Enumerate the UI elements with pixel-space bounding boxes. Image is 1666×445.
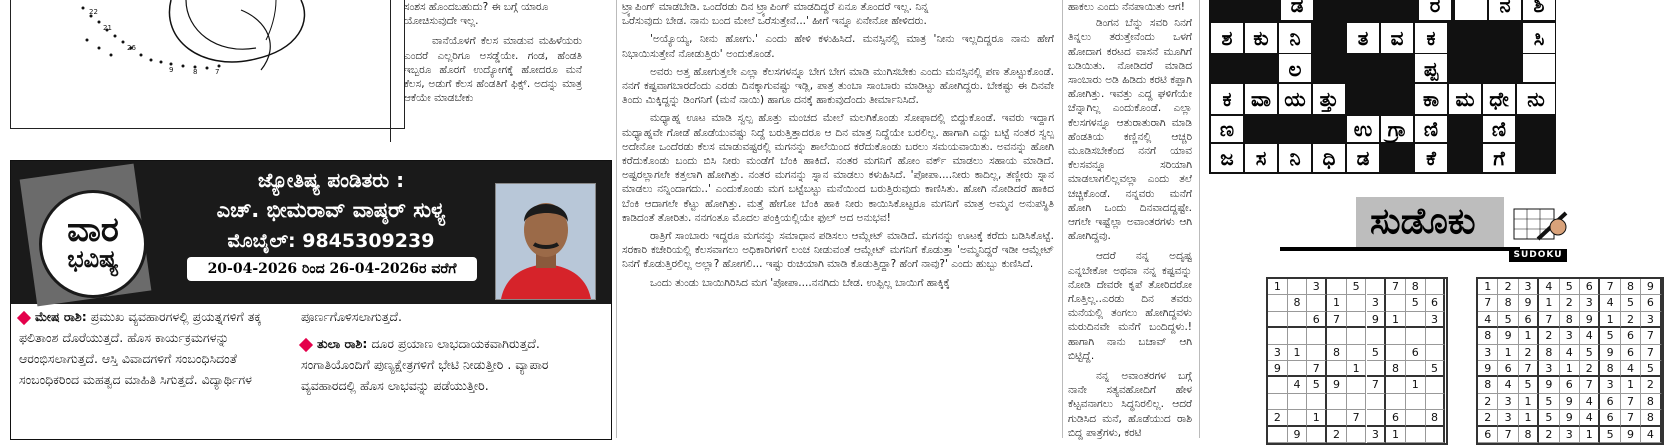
sudoku-cell: 4 [1641, 427, 1661, 443]
sudoku-cell: 7 [1539, 312, 1559, 328]
tula-heading: ತುಲಾ ರಾಶಿ: [317, 336, 368, 351]
sudoku-cell: 8 [1327, 345, 1347, 361]
sudoku-cell [1288, 361, 1308, 377]
crossword-cell: ಸ [1245, 144, 1277, 172]
sudoku-cell: 7 [1641, 328, 1661, 344]
sudoku-cell: 2 [1560, 295, 1580, 311]
sudoku-cell: 8 [1641, 394, 1661, 410]
crossword-cell: ಯ [1279, 84, 1311, 114]
sudoku-cell: 6 [1621, 328, 1641, 344]
sudoku-cell: 2 [1539, 427, 1559, 443]
sudoku-cell [1307, 328, 1327, 344]
sudoku-cell: 5 [1539, 394, 1559, 410]
crossword-cell: ಧಿ [1313, 144, 1345, 172]
sudoku-cell: 4 [1580, 410, 1600, 426]
sudoku-cell: 7 [1621, 394, 1641, 410]
sudoku-cell: 2 [1641, 377, 1661, 393]
sudoku-cell: 5 [1498, 312, 1518, 328]
sudoku-cell [1406, 410, 1426, 426]
sudoku-cell [1347, 328, 1367, 344]
sudoku-cell: 9 [1478, 361, 1498, 377]
tula-sign [301, 333, 591, 396]
sudoku-cell: 6 [1600, 410, 1620, 426]
crossword-cell: ಲ [1279, 54, 1311, 82]
mesha-sign [19, 306, 284, 390]
sudoku-cell: 3 [1478, 345, 1498, 361]
sudoku-cell [1386, 328, 1406, 344]
sudoku-cell: 5 [1621, 295, 1641, 311]
sudoku-cell: 3 [1367, 295, 1387, 311]
sudoku-cell: 1 [1347, 361, 1367, 377]
sudoku-cell [1327, 328, 1347, 344]
mesha-heading: ಮೇಷ ರಾಶಿ: [35, 309, 87, 324]
sudoku-cell: 1 [1406, 377, 1426, 393]
sudoku-cell [1386, 377, 1406, 393]
sudoku-cell [1268, 295, 1288, 311]
col1-frag2: ಯೋಚಿಸುವುದೇ ಇಲ್ಲ. [404, 15, 479, 28]
sudoku-cell [1307, 394, 1327, 410]
sudoku-cell [1327, 394, 1347, 410]
sudoku-cell: 1 [1519, 394, 1539, 410]
sudoku-cell: 9 [1519, 295, 1539, 311]
sudoku-cell: 4 [1580, 328, 1600, 344]
sudoku-cell: 7 [1327, 312, 1347, 328]
sudoku-title: ಸುಡೊಕು [1370, 201, 1476, 242]
sudoku-cell: 3 [1498, 394, 1518, 410]
horoscope-date-range: 20-04-2026 ರಿಂದ 26-04-2026ರ ವರೆಗೆ [187, 257, 477, 281]
sudoku-cell [1268, 328, 1288, 344]
sudoku-cell: 5 [1519, 377, 1539, 393]
sudoku-cell [1327, 279, 1347, 295]
sudoku-cell: 3 [1268, 345, 1288, 361]
sudoku-cell: 9 [1498, 328, 1518, 344]
crossword-cell: ಣಿ [1483, 116, 1515, 142]
col3-paragraph-3: ನನ್ನ ಅವಾಂತರಗಳ ಬಗ್ಗೆ ನಾನೇ ಸತ್ಯವಹೋದಿಗೆ ಹೇಳ ಕೆಟ್ಟವನಾಗಲು ಸಿದ್ಧನಿರಲಿಲ್ಲ. ಆದರೆ ಗುಡಿಸಿದ ಮನೆ, ಹೊಡೆಯುದ ರಾಶಿ ಬಿದ್ದ ಪಾತ್ರೆಗಳು, ಕರಟಿ [1068, 370, 1192, 439]
crossword-cell: ಕೆ [1415, 144, 1447, 172]
sudoku-cell [1347, 377, 1367, 393]
sudoku-cell: 6 [1519, 312, 1539, 328]
dot-puzzle-drawing [11, 0, 404, 128]
sudoku-cell: 1 [1307, 410, 1327, 426]
sudoku-cell [1347, 312, 1367, 328]
sudoku-cell: 6 [1478, 427, 1498, 443]
svg-text:22: 22 [89, 8, 98, 16]
crossword-cell: ಜ [1211, 144, 1243, 172]
sudoku-cell: 3 [1600, 377, 1620, 393]
dot-puzzle-image [10, 0, 405, 129]
sudoku-title-rule [1280, 247, 1520, 251]
sudoku-cell: 7 [1478, 295, 1498, 311]
col3-paragraph-1: ಡಿಂಗನ ಬೆನ್ನು ಸವರಿ ನಿನಗೆ ತಿನ್ನಲು ತರುತ್ತೇನೆಂದು ಒಳಗೆ ಹೋದಾಗ ಕರಟದ ವಾಸನೆ ಮೂಗಿಗೆ ಬಡಿಯಿತು. ನೋಡಿದರೆ ಮಾಡಿದ ಸಾಂಬಾರು ಅಡಿ ಹಿಡಿದು ಕರಟಿ ಕಪ್ಪಾಗಿ ಹೋಗಿತ್ತು. ಇವತ್ತು ಎದ್ದ ಘಳಿಗೆಯೇ ಚೆನ್ನಾಗಿಲ್ಲ ಎಂದುಕೊಂಡೆ. ಎಲ್ಲಾ ಕೆಲಸಗಳನ್ನೂ ಆತುರಾತುರಾಗಿ ಮಾಡಿ ಹೆಂಡತಿಯ ಕಣ್ಣಿನಲ್ಲಿ ಆಚ್ಚರಿ ಮೂಡಿಸಬೇಕೆಂದ ನನಗೆ ಯಾವ ಕೆಲಸವನ್ನೂ ಸರಿಯಾಗಿ ಮಾಡಲಾಗಲಿಲ್ಲವಲ್ಲಾ ಎಂದು ತಲೆ ಚಚ್ಚಿಕೊಂಡೆ. ನನ್ನವರು ಮನೆಗೆ ಹೋಗಿ ಒಂದು ದಿನವಾದದ್ದಷ್ಟೇ. ಆಗಲೇ ಇಷ್ಟೆಲ್ಲಾ ಅವಾಂತರಗಳು ಆಗಿ ಹೋಗಿದ್ದವು. [1068, 17, 1192, 243]
sudoku-cell: 5 [1406, 295, 1426, 311]
sudoku-cell [1386, 345, 1406, 361]
sudoku-cell: 9 [1560, 394, 1580, 410]
col2-top-line-1: ಟ್ರ್ಯಾಪಿಂಗ್ ಮಾಡಬೇಡಿ. ಒಂದೆರಡು ದಿನ ಟ್ರ್ಯಾಪಿಂಗ್ ಮಾಡದಿದ್ದರೆ ಏನೂ ತೊಂದರೆ ಇಲ್ಲ. ನಿನ್ನ [622, 1, 929, 13]
crossword-cell: ಗ್ರಾ [1381, 116, 1413, 142]
sudoku-cell: 6 [1580, 279, 1600, 295]
sudoku-cell [1367, 279, 1387, 295]
sudoku-cell [1347, 394, 1367, 410]
sudoku-cell [1406, 361, 1426, 377]
article-column-1 [404, 0, 582, 105]
sudoku-cell: 7 [1386, 279, 1406, 295]
sudoku-cell: 2 [1498, 279, 1518, 295]
sudoku-cell [1406, 394, 1426, 410]
astrologer-name: ಎಚ್. ಭೀಮರಾವ್ ವಾಷ್ಠರ್ ಸುಳ್ಯ [216, 198, 446, 222]
svg-text:26: 26 [127, 44, 136, 52]
sudoku-cell: 8 [1621, 279, 1641, 295]
sudoku-cell: 7 [1367, 377, 1387, 393]
sudoku-cell: 7 [1498, 427, 1518, 443]
crossword-cell: ಶ [1211, 23, 1243, 53]
sudoku-cell [1288, 328, 1308, 344]
sudoku-cell: 3 [1498, 410, 1518, 426]
article-column-3 [1068, 0, 1192, 440]
tula-prev-text: ಪೂರ್ಣಗೊಳಿಸಲಾಗುತ್ತದೆ. [301, 309, 402, 324]
sudoku-cell: 8 [1406, 279, 1426, 295]
sudoku-cell: 7 [1519, 361, 1539, 377]
sudoku-cell [1347, 427, 1367, 443]
crossword-cell: ತ [1347, 23, 1379, 53]
sudoku-cell: 1 [1288, 345, 1308, 361]
sudoku-cell: 2 [1539, 328, 1559, 344]
sudoku-puzzle-grid [1266, 277, 1448, 445]
crossword-cell: ನ [1489, 0, 1521, 20]
crossword-cell: ವ [1381, 23, 1413, 53]
sudoku-cell: 5 [1560, 279, 1580, 295]
crossword-cell: ಸಿ [1523, 23, 1555, 53]
sudoku-cell [1406, 427, 1426, 443]
sudoku-pencil-drawing [1508, 205, 1572, 253]
sudoku-cell: 3 [1307, 279, 1327, 295]
sudoku-cell: 8 [1539, 345, 1559, 361]
sudoku-cell: 4 [1600, 295, 1620, 311]
sudoku-cell [1426, 345, 1446, 361]
sudoku-cell: 9 [1268, 361, 1288, 377]
sudoku-cell: 3 [1641, 312, 1661, 328]
crossword-cell: ಣ [1211, 116, 1243, 142]
sudoku-cell: 6 [1406, 345, 1426, 361]
mesha-bullet-icon [17, 310, 31, 324]
sudoku-cell: 5 [1641, 361, 1661, 377]
sudoku-cell: 8 [1288, 295, 1308, 311]
sudoku-cell: 5 [1307, 377, 1327, 393]
sudoku-cell: 7 [1580, 377, 1600, 393]
sudoku-cell: 4 [1580, 394, 1600, 410]
crossword-cell: ಪ್ಪ [1415, 54, 1447, 82]
sudoku-cell: 9 [1641, 279, 1661, 295]
sudoku-cell: 2 [1327, 427, 1347, 443]
tula-bullet-icon [299, 337, 313, 351]
sudoku-pencil-icon [1508, 205, 1572, 253]
col2-paragraph-3: ಮಧ್ಯಾಹ್ನ ಊಟ ಮಾಡಿ ಸ್ವಲ್ಪ ಹೊತ್ತು ಮಂಚದ ಮೇಲೆ ಮಲಗಿಕೊಂಡು ಸೋಫಾದಲ್ಲಿ ಬಿದ್ದುಕೊಂಡೆ. ಇವರು ಇದ್ದಾಗ ಮಧ್ಯಾಹ್ನವೇ ಗೋಡೆ ಹೊಡೆಯುವಷ್ಟು ನಿದ್ದೆ ಬರುತ್ತಿತ್ತಾದರೂ ಆ ದಿನ ಮಾತ್ರ ನಿದ್ದೆಯೇ ಬರಲಿಲ್ಲ. ಹಾಗಾಗಿ ಎದ್ದು ಬಟ್ಟೆ ನಂತರ ಸ್ವಲ್ಪ ಅದೇನೋ ಒಂದೆರಡು ಕೆಲಸ ಮಾಡುವಷ್ಟರಲ್ಲಿ ಮಗನನ್ನು ಶಾಲೆಯಿಂದ ಕರೆದುಕೊಂಡು ಬರಲು ಸಮಯವಾಯಿತು. ಅವನನ್ನು ಹೋಗಿ ಕರೆದುಕೊಂಡು ಬಂದು ಬಿಸಿ ನೀರು ಮಂಡೆಗೆ ಬೆಂಕಿ ಹಾಕಿದೆ. ನಂತರ ಮಗನಿಗೆ ಹೋಂ ವರ್ಕ್ ಮಾಡಲು ಸಹಾಯ ಮಾಡಿದೆ. ಅಷ್ಟರಲ್ಲಾಗಲೇ ಕತ್ತಲಾಗಿ ಹೋಗಿತ್ತು. ನಂತರ ಮಗನನ್ನು ಸ್ನಾನ ಮಾಡಲು ಕಳುಹಿಸಿದೆ. 'ಪೋಪಾ....ನೀರು ಕಾದಿಲ್ಲ, ತಣ್ಣೀರು ಸ್ನಾನ ಮಾಡಲು ನನ್ನಿಂದಾಗದು..' ಎಂದುಕೊಂಡು ಮಗ ಬಟ್ಟೆಬಟ್ಟು ಮನೆಯಿಂದ ಬರುತ್ತಿರುವುದು ಕಾಣಿಸಿತು. ಹೋಗಿ ನೋಡಿದರೆ ಹಾಕಿದ ಬೆಂಕಿ ಆದಾಗಲೇ ಕೆಟ್ಟು ಹೋಗಿತ್ತು. ಮತ್ತೆ ಹೇಗೋ ಬೆಂಕಿ ಹಾಕಿ ನೀರು ಕಾಯಿಸಿಕೊಟ್ಟರೂ ಮಗನಿಗೆ ಮಾತ್ರ ಅಮ್ಮನ ಅನುಪಸ್ಥಿತಿ ಕಾಡಿದಂತೆ ತೋರಿತು. ನನಗಂತೂ ಮೊದಲ ಪಂಕ್ತಿಯಲ್ಲಿಯೇ ಫುಲ್ ಅದ ಅನುಭವ! [622, 112, 1054, 224]
col1-frag1: ಸಂಶಸ ಹೊಂದಬಹುದು? ಈ ಬಗ್ಗೆ ಯಾರೂ [404, 1, 549, 13]
astrologer-title: ಜ್ಯೋತಿಷ್ಯ ಪಂಡಿತರು : [257, 168, 405, 192]
crossword-cell: ನು [1517, 84, 1555, 114]
col2-paragraph-2: ಅವರು ಅತ್ತ ಹೋಗುತ್ತಲೇ ಎಲ್ಲಾ ಕೆಲಸಗಳನ್ನೂ ಬೇಗ ಬೇಗ ಮಾಡಿ ಮುಗಿಸಬೇಕು ಎಂದು ಮನಸ್ಸಿನಲ್ಲಿ ಪಣ ತೊಟ್ಟುಕೊಂಡೆ. ನನಗೆ ಕಷ್ಟವಾಗಬಾರದೆಂದು ಎರಡು ದಿನಕ್ಕಾಗುವಷ್ಟು ಇಡ್ಲಿ, ಪಾತ್ರ ತುಂಬಾ ಸಾಂಬಾರು ಮಾಡಿಟ್ಟು ಹೋಗಿದ್ದರು. ಬೇಕಷ್ಟು ಈ ದಿನವೇ ತಿಂದು ಮಿಕ್ಕಿದ್ದನ್ನು ಡಿಂಗನಿಗೆ (ಮನೆ ನಾಯಿ) ಹಾಗೂ ದನಕ್ಕೆ ಹಾಕುವುದೆಂದು ತೀರ್ಮಾನಿಸಿದೆ. [622, 65, 1054, 107]
sudoku-cell: 2 [1519, 345, 1539, 361]
crossword-cell: ನಿ [1279, 23, 1311, 53]
sudoku-cell: 6 [1307, 312, 1327, 328]
sudoku-cell: 5 [1600, 328, 1620, 344]
sudoku-cell [1406, 312, 1426, 328]
sudoku-cell [1386, 295, 1406, 311]
crossword-cell: ಶಿ [1523, 0, 1555, 20]
sudoku-cell: 6 [1621, 345, 1641, 361]
sudoku-cell: 5 [1367, 345, 1387, 361]
svg-text:8: 8 [193, 68, 198, 76]
sudoku-cell [1268, 312, 1288, 328]
svg-text:9: 9 [169, 66, 174, 74]
sudoku-cell: 3 [1560, 427, 1580, 443]
sudoku-cell: 9 [1560, 410, 1580, 426]
crossword-cell: ತ್ತು [1313, 84, 1345, 114]
tula-text: ದೂರ ಪ್ರಯಾಣ ಲಾಭದಾಯಕವಾಗಿರುತ್ತದೆ. ಸಂಗಾತಿಯೊಂದಿಗೆ ಪುಣ್ಯಕ್ಷೇತ್ರಗಳಿಗೆ ಭೇಟಿ ನೀಡುತ್ತೀರಿ . ವ್ಯಾಪಾರ ವ್ಯವಹಾರದಲ್ಲಿ ಹೊಸ ಲಾಭವನ್ನು ಪಡೆಯುತ್ತೀರಿ. [301, 336, 549, 393]
sudoku-cell [1327, 361, 1347, 377]
sudoku-cell: 6 [1560, 377, 1580, 393]
sudoku-cell: 6 [1426, 295, 1446, 311]
sudoku-cell: 7 [1307, 361, 1327, 377]
sudoku-cell: 8 [1600, 361, 1620, 377]
sudoku-cell: 3 [1539, 361, 1559, 377]
sudoku-cell: 3 [1580, 295, 1600, 311]
sudoku-cell: 1 [1539, 295, 1559, 311]
crossword-grid [1209, 0, 1556, 174]
column-rule [390, 0, 391, 142]
sudoku-solution-grid [1476, 277, 1664, 445]
sudoku-cell [1327, 410, 1347, 426]
sudoku-cell: 1 [1519, 328, 1539, 344]
column-rule [616, 0, 617, 438]
sudoku-cell [1426, 279, 1446, 295]
sudoku-cell [1268, 427, 1288, 443]
sudoku-badge: SUDOKU [1509, 249, 1567, 262]
astrologer-photo [495, 183, 596, 300]
sudoku-cell: 9 [1621, 427, 1641, 443]
sudoku-cell: 5 [1426, 361, 1446, 377]
sudoku-cell [1367, 328, 1387, 344]
sudoku-cell [1288, 410, 1308, 426]
crossword-cell: ಕ [1415, 23, 1447, 53]
crossword-cell: ಣಿ [1415, 116, 1447, 142]
sudoku-cell: 8 [1426, 410, 1446, 426]
sudoku-cell: 9 [1580, 312, 1600, 328]
sudoku-cell [1426, 427, 1446, 443]
horoscope-column-right [301, 306, 591, 396]
col1-paragraph: ವಾನೆಯೊಳಗೆ ಕೆಲಸ ಮಾಡುವ ಮಹಿಳೆಯರು ಎಂದರೆ ಎಲ್ಲರಿಗೂ ಅಸಡ್ಡೆಯೇ. ಗಂಡ, ಹೆಂಡತಿ ಇಬ್ಬರೂ ಹೊರಗೆ ಉದ್ಯೋಗಕ್ಕೆ ಹೋದರೂ ಮನೆ ಕೆಲಸ, ಅಡುಗೆ ಕೆಲಸ ಹೆಂಡತಿಗೆ ಫಿಕ್ಸ್. ಅದನ್ನು ಮಾತ್ರ ಆಕೆಯೇ ಮಾಡಬೇಕು [404, 35, 582, 105]
sudoku-cell [1367, 394, 1387, 410]
sudoku-cell: 1 [1580, 427, 1600, 443]
crossword-cell: ಕ [1211, 84, 1243, 114]
sudoku-cell: 4 [1478, 312, 1498, 328]
astrologer-portrait [496, 184, 595, 299]
puzzle-bottom-rule [10, 128, 404, 129]
sudoku-cell: 6 [1600, 394, 1620, 410]
col2-paragraph-1: 'ಅಯ್ಯೊಯ್ಯ, ನೀನು ಹೋಗು.' ಎಂದು ಹೇಳಿ ಕಳುಹಿಸಿದೆ. ಮನಸ್ಸಿನಲ್ಲಿ ಮಾತ್ರ 'ನೀನು ಇಲ್ಲದಿದ್ದರೂ ನಾನು ಹೇಗೆ ನಿಭಾಯಿಸುತ್ತೇನೆ ನೋಡುತ್ತಿರು' ಅಂದುಕೊಂಡೆ. [622, 33, 1054, 60]
mesha-text: ಪ್ರಮುಖ ವ್ಯವಹಾರಗಳಲ್ಲಿ ಪ್ರಯತ್ನಗಳಿಗೆ ತಕ್ಕ ಫಲಿತಾಂಶ ದೊರೆಯುತ್ತದೆ. ಹೊಸ ಕಾರ್ಯಕ್ರಮಗಳನ್ನು ಆರಂಭಿಸಲಾಗುತ್ತದೆ. ಆಸ್ತಿ ವಿವಾದಗಳಿಗೆ ಸಂಬಂಧಿಸಿದಂತೆ ಸಂಬಂಧಿಕರಿಂದ ಮಹತ್ವದ ಮಾಹಿತಿ ಸಿಗುತ್ತದೆ. ವಿದ್ಯಾರ್ಥಿಗಳ [19, 309, 262, 387]
sudoku-cell: 9 [1288, 427, 1308, 443]
sudoku-cell: 1 [1268, 279, 1288, 295]
sudoku-cell: 5 [1580, 345, 1600, 361]
horoscope-column-left [19, 306, 284, 390]
crossword-cell: ಕು [1245, 23, 1277, 53]
crossword-cell: ನಿ [1279, 144, 1311, 172]
sudoku-cell [1367, 410, 1387, 426]
sudoku-cell: 8 [1519, 427, 1539, 443]
sudoku-cell: 1 [1621, 377, 1641, 393]
sudoku-cell: 2 [1478, 394, 1498, 410]
crossword-cell [1523, 54, 1555, 82]
sudoku-cell: 5 [1539, 410, 1559, 426]
sudoku-cell [1307, 295, 1327, 311]
sudoku-cell [1426, 394, 1446, 410]
sudoku-cell [1307, 345, 1327, 361]
sudoku-cell [1426, 328, 1446, 344]
sudoku-cell [1347, 295, 1367, 311]
sudoku-cell: 7 [1621, 410, 1641, 426]
sudoku-cell [1307, 427, 1327, 443]
sudoku-cell: 5 [1347, 279, 1367, 295]
sudoku-cell [1288, 394, 1308, 410]
crossword-cell [1455, 0, 1487, 20]
sudoku-cell: 2 [1621, 312, 1641, 328]
sudoku-cell [1268, 377, 1288, 393]
crossword-cell: ಡ [1281, 0, 1313, 20]
sudoku-cell: 8 [1478, 328, 1498, 344]
sudoku-cell [1288, 279, 1308, 295]
crossword-cell: ವಾ [1245, 84, 1277, 114]
sudoku-cell [1386, 394, 1406, 410]
sudoku-cell: 1 [1327, 295, 1347, 311]
sudoku-cell [1406, 328, 1426, 344]
column-rule [1062, 0, 1063, 438]
sudoku-cell: 1 [1386, 427, 1406, 443]
sudoku-cell [1268, 394, 1288, 410]
sudoku-cell: 8 [1498, 295, 1518, 311]
sudoku-cell [1426, 377, 1446, 393]
sudoku-cell: 2 [1580, 361, 1600, 377]
crossword-cell: ಡ [1347, 144, 1379, 172]
sudoku-cell: 2 [1478, 410, 1498, 426]
crossword-cell: ರ [1419, 0, 1451, 20]
sudoku-cell: 9 [1327, 377, 1347, 393]
sudoku-cell: 3 [1367, 427, 1387, 443]
col3-top: ಹಾಕಲು ಎಂದು ನೆನಪಾಯಿತು ಆಗ! [1068, 1, 1185, 13]
astrologer-phone: ಮೊಬೈಲ್: 9845309239 [227, 230, 435, 252]
col2-paragraph-5: ಒಂದು ತುಂಡು ಬಾಯಿಗಿರಿಸಿದ ಮಗ 'ಪೋಪಾ....ನನಗಿದು ಬೇಡ. ಉಪ್ಪಿಲ್ಲ ಬಾಯಿಗೆ ಹಾಕ್ಕಿಕ್ಕೆ [650, 276, 950, 289]
col2-top-line-2: ಒರೆಸುವುದು ಬೇಡ. ನಾನು ಬಂದ ಮೇಲೆ ಒರೆಸುತ್ತೇನೆ...' ಹೀಗೆ ಇನ್ನೂ ಏನೇನೋ ಹೇಳಿದರು. [622, 15, 927, 28]
sudoku-cell: 8 [1560, 312, 1580, 328]
sudoku-cell: 9 [1539, 377, 1559, 393]
horoscope-box [10, 160, 612, 440]
sudoku-cell: 7 [1641, 345, 1661, 361]
sudoku-cell: 3 [1426, 312, 1446, 328]
col3-paragraph-2: ಆದರೆ ನನ್ನ ಅದೃಷ್ಟ ಎನ್ನಬೇಕೋ ಅಥವಾ ನನ್ನ ಕಷ್ಟವನ್ನು ನೋಡಿ ದೇವರೇ ಕೃಪೆ ತೋರಿದರೋ ಗೊತ್ತಿಲ್ಲ..ಎರಡು ದಿನ ತವರು ಮನೆಯಲ್ಲಿ ತಂಗಲು ಹೋಗಿದ್ದವಳು ಮರುದಿನವೇ ಮನೆಗೆ ಬಂದಿದ್ದಳು.! ಹಾಗಾಗಿ ನಾನು ಬಚಾವ್ ಆಗಿ ಬಿಟ್ಟಿದ್ದೆ. [1068, 250, 1192, 362]
sudoku-cell: 5 [1600, 427, 1620, 443]
sudoku-cell: 8 [1641, 410, 1661, 426]
crossword-cell: ಉ [1347, 116, 1379, 142]
sudoku-cell: 7 [1347, 410, 1367, 426]
sudoku-cell: 9 [1600, 345, 1620, 361]
sudoku-cell: 1 [1600, 312, 1620, 328]
crossword-cell: ಕಾ [1415, 84, 1447, 114]
sudoku-cell: 4 [1539, 279, 1559, 295]
sudoku-cell: 8 [1386, 361, 1406, 377]
sudoku-cell: 1 [1498, 345, 1518, 361]
column-rule [1199, 0, 1200, 438]
crossword-cell: ಗೆ [1483, 144, 1515, 172]
sudoku-cell: 4 [1621, 361, 1641, 377]
crossword-cell: ಮ [1449, 84, 1481, 114]
logo-line-2: ಭವಿಷ್ಯ [67, 245, 119, 273]
sudoku-cell: 8 [1478, 377, 1498, 393]
sudoku-cell: 4 [1498, 377, 1518, 393]
sudoku-cell [1367, 361, 1387, 377]
horoscope-logo [39, 190, 147, 298]
svg-text:21: 21 [103, 24, 112, 32]
sudoku-cell: 1 [1519, 410, 1539, 426]
sudoku-cell: 9 [1367, 312, 1387, 328]
logo-line-1: ವಾರ [67, 210, 119, 250]
sudoku-cell: 4 [1288, 377, 1308, 393]
col2-paragraph-4: ರಾತ್ರಿಗೆ ಸಾಂಬಾರು ಇದ್ದರೂ ಮಗನನ್ನು ಸಮಾಧಾನ ಪಡಿಸಲು ಆಮ್ಲೇಟ್ ಮಾಡಿದೆ. ಮಗನನ್ನು ಊಟಕ್ಕೆ ಕರೆದು ಬಡಿಸಿಕೊಟ್ಟೆ. ಸರಕಾರಿ ಕಚೇರಿಯಲ್ಲಿ ಕೆಲಸವಾಗಲು ಅಧಿಕಾರಿಗಳಿಗೆ ಲಂಚ ನೀಡುವಂತೆ ಆಮ್ಲೇಟ್ ಮಗನಿಗೆ ಕೊಡುತ್ತಾ 'ಅಮ್ಮನಿದ್ದರೆ ಇಡೀ ಆಮ್ಲೇಟ್ ನಿನಗೆ ಕೊಡುತ್ತಿರಲಿಲ್ಲ ಅಲ್ಲಾ? ಹೋಗಲಿ... ಇಷ್ಟು ರುಚಿಯಾಗಿ ಮಾಡಿ ಕೊಡುತ್ತಿದ್ದಾ? ಹೆಂಗೆ ನಾವು?' ಎಂದು ಹುಬ್ಬು ಕುಣಿಸಿದೆ. [622, 230, 1054, 271]
sudoku-cell: 3 [1560, 328, 1580, 344]
sudoku-cell: 4 [1560, 345, 1580, 361]
sudoku-cell: 1 [1560, 361, 1580, 377]
sudoku-cell: 2 [1268, 410, 1288, 426]
sudoku-cell [1347, 345, 1367, 361]
crossword-cell: ಧೇ [1483, 84, 1515, 114]
sudoku-cell: 1 [1478, 279, 1498, 295]
sudoku-cell: 1 [1386, 312, 1406, 328]
sudoku-cell: 3 [1519, 279, 1539, 295]
svg-text:7: 7 [215, 68, 220, 76]
article-column-2 [622, 0, 1054, 290]
sudoku-cell: 6 [1498, 361, 1518, 377]
sudoku-cell: 6 [1641, 295, 1661, 311]
horoscope-header [11, 161, 611, 304]
sudoku-cell: 7 [1600, 279, 1620, 295]
sudoku-cell: 6 [1386, 410, 1406, 426]
sudoku-cell [1288, 312, 1308, 328]
